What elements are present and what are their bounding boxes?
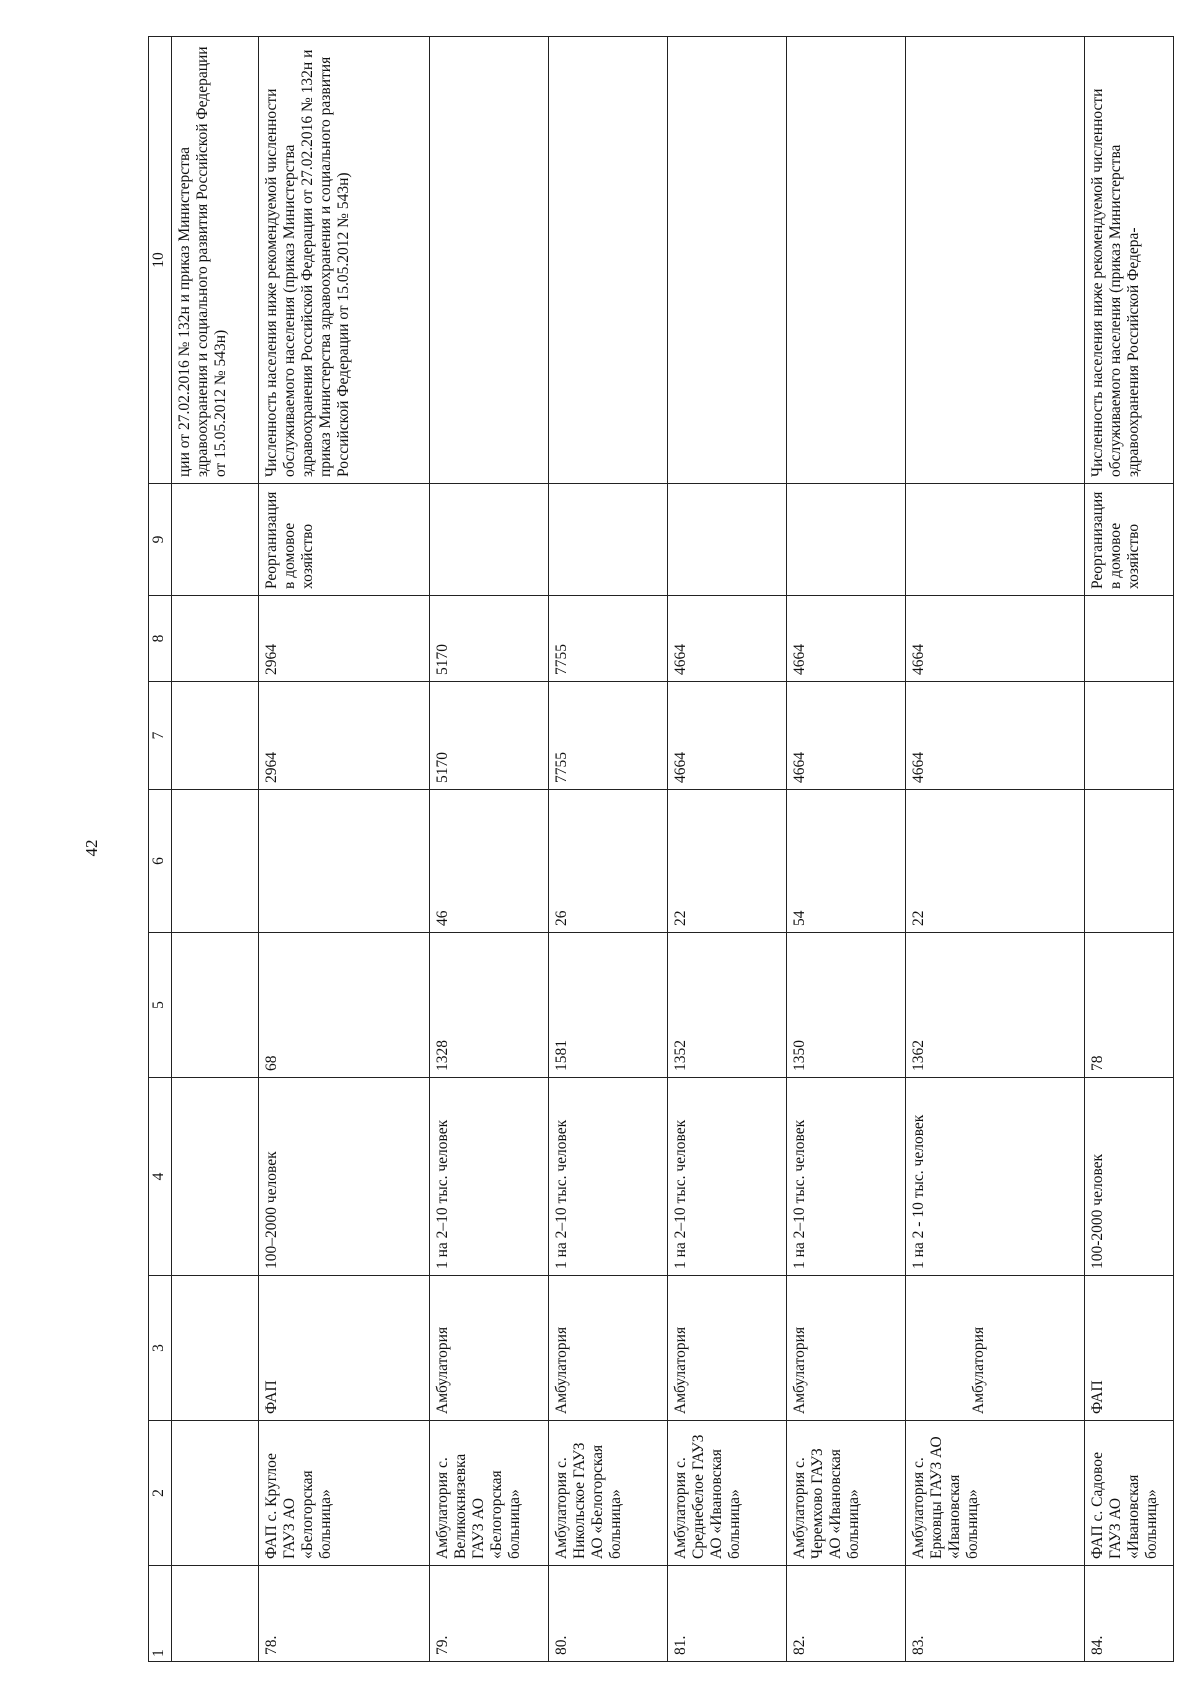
cell-col10: ции от 27.02.2016 № 132н и приказ Министерства здравоохранения и социального развития Российской Федерации от 15.05.2012 № 543н) (172, 37, 259, 484)
cell-col8: 5170 (430, 596, 549, 682)
header-col-3: 3 (149, 1276, 172, 1421)
cell-col7 (1085, 682, 1174, 790)
table-row (1085, 37, 1174, 1662)
cell-col6 (1085, 790, 1174, 933)
header-col-7: 7 (149, 682, 172, 790)
table-row (259, 37, 430, 1662)
cell-type: Амбулатория (549, 1276, 668, 1421)
cell-name: ФАП с. Садовое ГАУЗ АО «Ивановская больница» (1085, 1421, 1174, 1566)
cell-type: Амбулатория (430, 1276, 549, 1421)
cell-num: 78. (259, 1566, 430, 1662)
cell-col8: 7755 (549, 596, 668, 682)
cell-col5: 78 (1085, 933, 1174, 1078)
cell-col10: Численность населения ниже рекомендуемой численности обслуживаемого населения (приказ Министерства здравоохранения Российской Федера- (1085, 37, 1174, 484)
cell-col8 (172, 596, 259, 682)
cell-col9 (430, 484, 549, 596)
cell-col7 (172, 682, 259, 790)
cell-name: Амбулатория с. Никольское ГАУЗ АО «Белогорская больница» (549, 1421, 668, 1566)
header-col-6: 6 (149, 790, 172, 933)
page-number: 42 (82, 839, 101, 857)
cell-norm: 1 на 2–10 тыс. человек (787, 1078, 906, 1276)
header-col-9: 9 (149, 484, 172, 596)
cell-col5: 1352 (668, 933, 787, 1078)
cell-num: 82. (787, 1566, 906, 1662)
table-frame (148, 37, 1170, 1662)
cell-col6 (172, 790, 259, 933)
cell-col7: 4664 (906, 682, 1085, 790)
facilities-table (148, 36, 1174, 1662)
cell-col10 (430, 37, 549, 484)
cell-col8: 4664 (668, 596, 787, 682)
cell-name: Амбулатория с. Среднебелое ГАУЗ АО «Ивановская больница» (668, 1421, 787, 1566)
cell-col6: 46 (430, 790, 549, 933)
cell-num: 80. (549, 1566, 668, 1662)
cell-col9 (172, 484, 259, 596)
cell-col9: Реорганизация в домовое хозяйство (259, 484, 430, 596)
cell-col9: Реорганизация в домовое хозяйство (1085, 484, 1174, 596)
rotated-table-container (148, 37, 1170, 1662)
header-row (149, 37, 172, 1662)
header-col-4: 4 (149, 1078, 172, 1276)
cell-name: Амбулатория с. Великокнязевка ГАУЗ АО «Белогорская больница» (430, 1421, 549, 1566)
cell-col5: 1581 (549, 933, 668, 1078)
table-row (430, 37, 549, 1662)
cell-type: Амбулатория (787, 1276, 906, 1421)
header-col-10: 10 (149, 37, 172, 484)
cell-col6 (259, 790, 430, 933)
cell-col6: 22 (668, 790, 787, 933)
cell-num: 84. (1085, 1566, 1174, 1662)
cell-name: Амбулатория с. Ерковцы ГАУЗ АО «Ивановская больница» (906, 1421, 1085, 1566)
cell-norm: 1 на 2–10 тыс. человек (549, 1078, 668, 1276)
header-col-2: 2 (149, 1421, 172, 1566)
cell-col9 (787, 484, 906, 596)
cell-col7: 2964 (259, 682, 430, 790)
cell-name: Амбулатория с. Черемхово ГАУЗ АО «Ивановская больница» (787, 1421, 906, 1566)
cell-norm: 100–2000 человек (259, 1078, 430, 1276)
cell-col9 (549, 484, 668, 596)
cell-col7: 5170 (430, 682, 549, 790)
cell-col8 (1085, 596, 1174, 682)
cell-col5: 1328 (430, 933, 549, 1078)
header-col-8: 8 (149, 596, 172, 682)
cell-col5: 1362 (906, 933, 1085, 1078)
cell-col10 (668, 37, 787, 484)
cell-col9 (906, 484, 1085, 596)
cell-col7: 4664 (668, 682, 787, 790)
cell-num (172, 1566, 259, 1662)
cell-col8: 4664 (906, 596, 1085, 682)
table-row-continuation (172, 37, 259, 1662)
cell-type: ФАП (1085, 1276, 1174, 1421)
cell-col5: 68 (259, 933, 430, 1078)
header-col-1: 1 (149, 1566, 172, 1662)
cell-name (172, 1421, 259, 1566)
cell-col7: 4664 (787, 682, 906, 790)
table-row (906, 37, 1085, 1662)
cell-col10 (906, 37, 1085, 484)
cell-type: ФАП (259, 1276, 430, 1421)
cell-norm: 100-2000 человек (1085, 1078, 1174, 1276)
cell-num: 79. (430, 1566, 549, 1662)
cell-col8: 4664 (787, 596, 906, 682)
cell-col10 (549, 37, 668, 484)
cell-col6: 26 (549, 790, 668, 933)
cell-col5 (172, 933, 259, 1078)
cell-norm: 1 на 2–10 тыс. человек (430, 1078, 549, 1276)
header-col-5: 5 (149, 933, 172, 1078)
cell-type: Амбулатория (906, 1276, 1085, 1421)
cell-name: ФАП с. Круглое ГАУЗ АО «Белогорская больница» (259, 1421, 430, 1566)
cell-type: Амбулатория (668, 1276, 787, 1421)
cell-type (172, 1276, 259, 1421)
cell-col7: 7755 (549, 682, 668, 790)
table-row (549, 37, 668, 1662)
table-row (787, 37, 906, 1662)
cell-col10: Численность населения ниже рекомендуемой численности обслуживаемого населения (приказ Министерства здравоохранения Российской Федерации от 27.02.2016 № 132н и приказ Министерства здравоохранения и социального развития Российской Федерации от 15.05.2012 № 543н) (259, 37, 430, 484)
cell-col8: 2964 (259, 596, 430, 682)
cell-col6: 54 (787, 790, 906, 933)
cell-num: 83. (906, 1566, 1085, 1662)
cell-norm: 1 на 2–10 тыс. человек (668, 1078, 787, 1276)
cell-col6: 22 (906, 790, 1085, 933)
cell-norm: 1 на 2 - 10 тыс. человек (906, 1078, 1085, 1276)
cell-num: 81. (668, 1566, 787, 1662)
cell-norm (172, 1078, 259, 1276)
cell-col10 (787, 37, 906, 484)
cell-col9 (668, 484, 787, 596)
cell-col5: 1350 (787, 933, 906, 1078)
table-row (668, 37, 787, 1662)
